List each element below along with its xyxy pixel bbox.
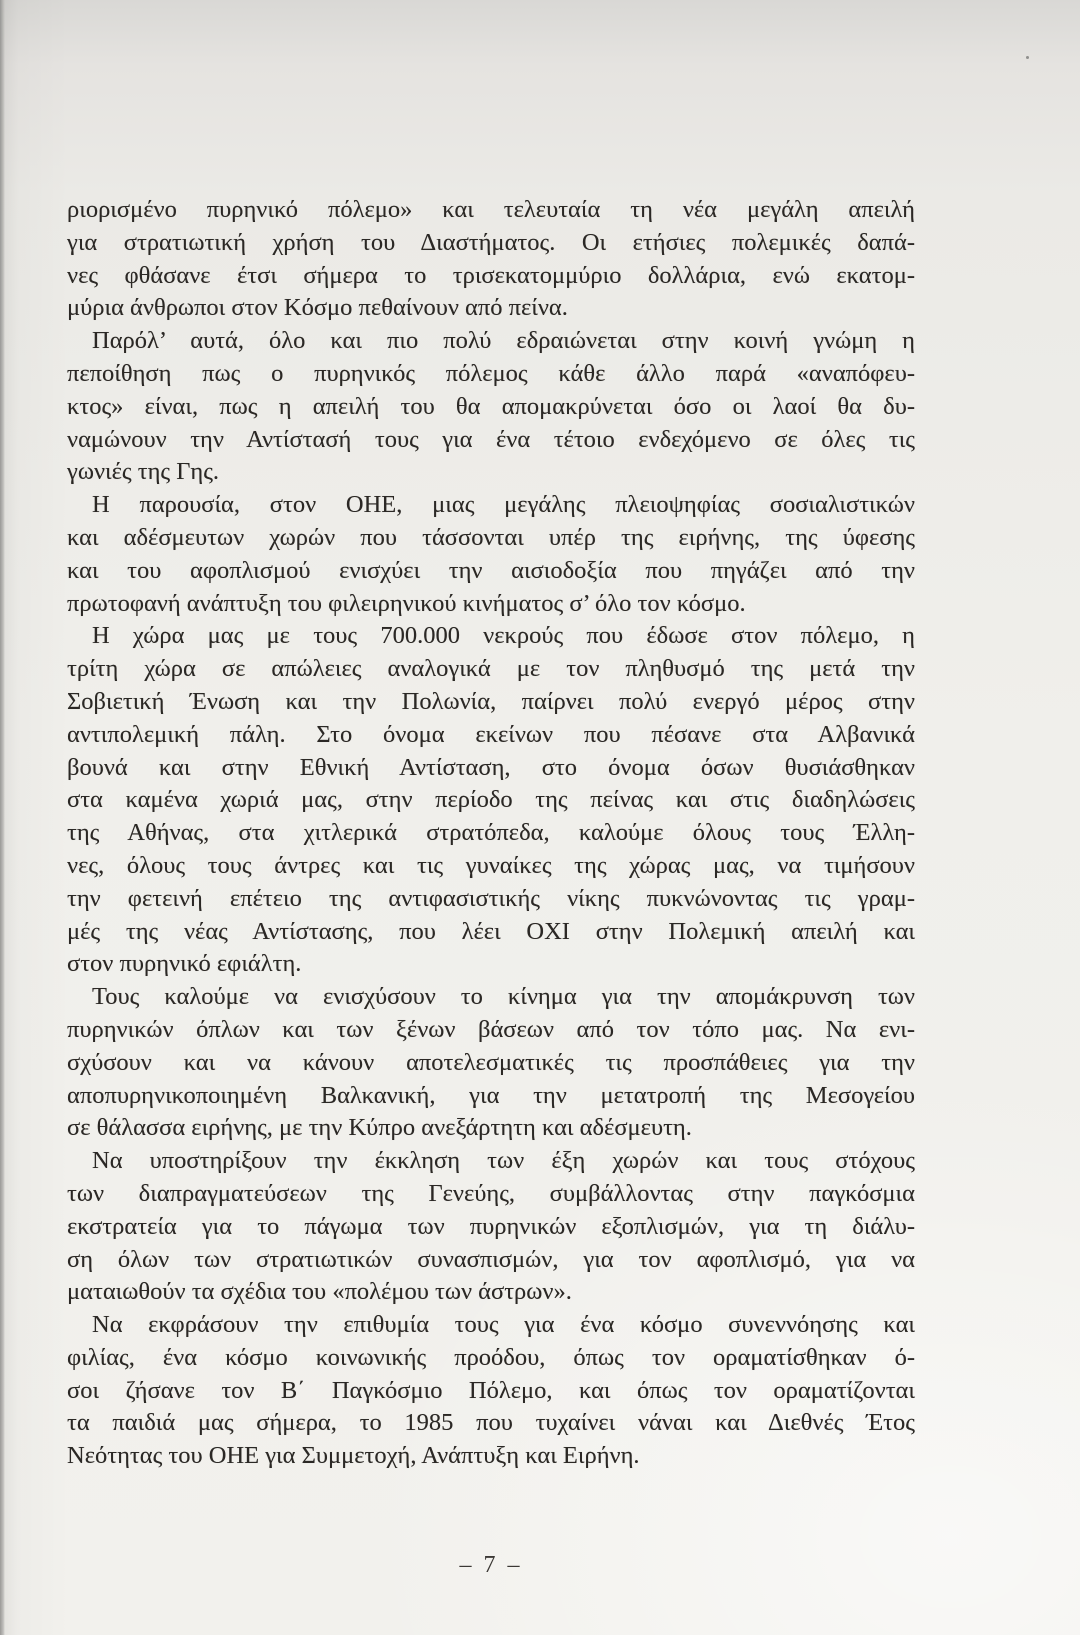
- text-block: [67, 194, 915, 1473]
- text-line: πυρηνικών όπλων και των ξένων βάσεων από τον τόπο μας. Να ενι-: [67, 1015, 915, 1043]
- paragraph: [67, 489, 915, 620]
- text-line: για στρατιωτική χρήση του Διαστήματος. Οι ετήσιες πολεμικές δαπά-: [67, 228, 915, 256]
- text-line: πρωτοφανή ανάπτυξη του φιλειρηνικού κινήματος σ’ όλο τον κόσμο.: [67, 589, 746, 617]
- text-line: Η χώρα μας με τους 700.000 νεκρούς που έδωσε στον πόλεμο, η: [92, 622, 915, 650]
- text-line: ναμώνουν την Αντίστασή τους για ένα τέτοιο ενδεχόμενο σε όλες τις: [67, 425, 915, 453]
- text-line: νες, όλους τους άντρες και τις γυναίκες της χώρας μας, να τιμήσουν: [67, 851, 915, 879]
- paragraph: [67, 620, 915, 981]
- text-line: και αδέσμευτων χωρών που τάσσονται υπέρ της ειρήνης, της ύφεσης: [67, 523, 915, 551]
- paragraph: [67, 194, 915, 325]
- paragraph: [67, 981, 915, 1145]
- text-line: ση όλων των στρατιωτικών συνασπισμών, για τον αφοπλισμό, για να: [67, 1245, 915, 1273]
- text-line: εκστρατεία για το πάγωμα των πυρηνικών εξοπλισμών, για τη διάλυ-: [67, 1212, 915, 1240]
- text-line: κτος» είναι, πως η απειλή του θα απομακρύνεται όσο οι λαοί θα δυ-: [67, 392, 915, 420]
- scan-speck: [1026, 56, 1029, 59]
- text-line: βουνά και στην Εθνική Αντίσταση, στο όνομα όσων θυσιάσθηκαν: [67, 753, 915, 781]
- text-line: αποπυρηνικοποιημένη Βαλκανική, για την μετατροπή της Μεσογείου: [67, 1081, 915, 1109]
- text-line: Να υποστηρίξουν την έκκληση των έξη χωρών και τους στόχους: [92, 1147, 915, 1175]
- text-line: Νεότητας του ΟΗΕ για Συμμετοχή, Ανάπτυξη και Ειρήνη.: [67, 1442, 640, 1470]
- paragraph: [67, 325, 915, 489]
- text-line: Η παρουσία, στον ΟΗΕ, μιας μεγάλης πλειοψηφίας σοσιαλιστικών: [92, 491, 915, 519]
- text-line: Παρόλ’ αυτά, όλο και πιο πολύ εδραιώνεται στην κοινή γνώμη η: [92, 327, 915, 355]
- text-line: αντιπολεμική πάλη. Στο όνομα εκείνων που πέσανε στα Αλβανικά: [67, 720, 915, 748]
- text-line: στα καμένα χωριά μας, στην περίοδο της πείνας και στις διαδηλώσεις: [67, 786, 915, 814]
- text-line: μές της νέας Αντίστασης, που λέει ΟΧΙ στην Πολεμική απειλή και: [67, 917, 915, 945]
- text-line: γωνιές της Γης.: [67, 458, 220, 486]
- text-line: τρίτη χώρα σε απώλειες αναλογικά με τον πληθυσμό της μετά την: [67, 655, 915, 683]
- text-line: νες φθάσανε έτσι σήμερα το τρισεκατομμύριο δολλάρια, ενώ εκατομ-: [67, 261, 915, 289]
- text-line: σχύσουν και να κάνουν αποτελεσματικές τις προσπάθειες για την: [67, 1048, 915, 1076]
- text-line: πεποίθηση πως ο πυρηνικός πόλεμος κάθε άλλο παρά «αναπόφευ-: [67, 359, 915, 387]
- text-line: ριορισμένο πυρηνικό πόλεμο» και τελευταία τη νέα μεγάλη απειλή: [67, 196, 915, 223]
- text-line: σε θάλασσα ειρήνης, με την Κύπρο ανεξάρτητη και αδέσμευτη.: [67, 1114, 692, 1142]
- text-line: στον πυρηνικό εφιάλτη.: [67, 950, 302, 978]
- text-line: την φετεινή επέτειο της αντιφασιστικής νίκης πυκνώνοντας τις γραμ-: [67, 884, 915, 912]
- text-line: σοι ζήσανε τον Β΄ Παγκόσμιο Πόλεμο, και όπως τον οραματίζονται: [67, 1376, 915, 1404]
- text-line: μύρια άνθρωποι στον Κόσμο πεθαίνουν από πείνα.: [67, 294, 568, 322]
- text-line: τα παιδιά μας σήμερα, το 1985 που τυχαίνει νάναι και Διεθνές Έτος: [67, 1409, 915, 1437]
- text-line: των διαπραγματεύσεων της Γενεύης, συμβάλλοντας στην παγκόσμια: [67, 1179, 915, 1207]
- text-line: Σοβιετική Ένωση και την Πολωνία, παίρνει πολύ ενεργό μέρος στην: [67, 687, 915, 715]
- page-number: – 7 –: [459, 1552, 523, 1578]
- text-line: της Αθήνας, στα χιτλερικά στρατόπεδα, καλούμε όλους τους Έλλη-: [67, 819, 915, 847]
- text-line: Τους καλούμε να ενισχύσουν το κίνημα για την απομάκρυνση των: [92, 983, 915, 1011]
- paragraph: [67, 1309, 915, 1473]
- paragraph: [67, 1145, 915, 1309]
- text-line: και του αφοπλισμού ενισχύει την αισιοδοξία που πηγάζει από την: [67, 556, 915, 584]
- text-line: ματαιωθούν τα σχέδια του «πολέμου των άστρων».: [67, 1278, 572, 1306]
- text-line: φιλίας, ένα κόσμο κοινωνικής προόδου, όπως τον οραματίσθηκαν ό-: [67, 1343, 915, 1371]
- text-line: Να εκφράσουν την επιθυμία τους για ένα κόσμο συνεννόησης και: [92, 1311, 915, 1339]
- scan-edge-shadow: [0, 0, 5, 1635]
